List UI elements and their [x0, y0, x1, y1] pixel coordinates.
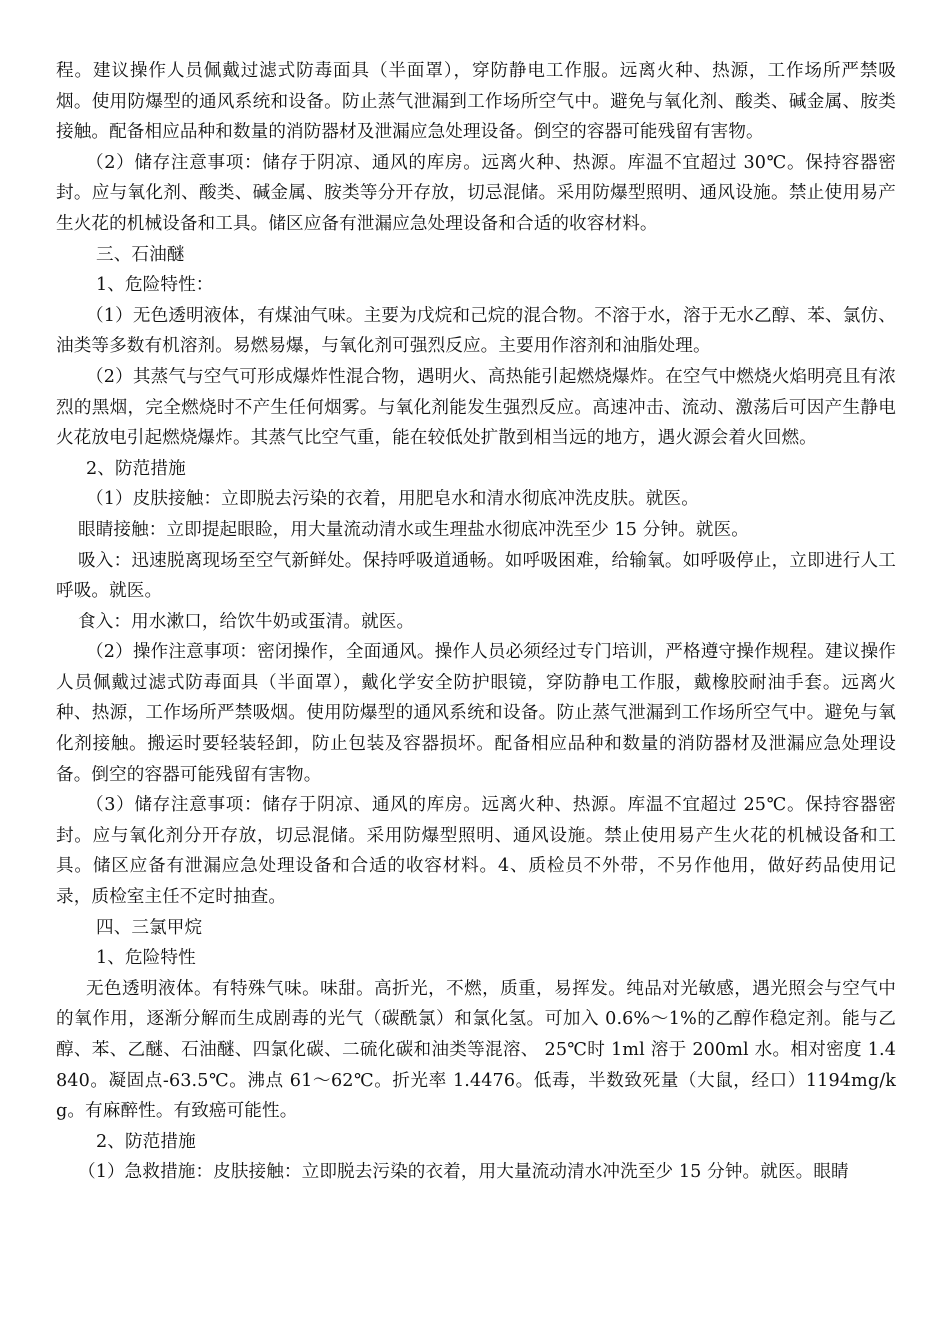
- subheading-preventive-measures-2: 2、防范措施: [96, 1131, 196, 1152]
- paragraph-operation-precautions: （2）操作注意事项：密闭操作，全面通风。操作人员必须经过专门培训，严格遵守操作规程。建议操作人员佩戴过滤式防毒面具（半面罩），戴化学安全防护眼镜，穿防静电工作服，戴橡胶耐油手套。远离火种、热源，工作场所严禁吸烟。使用防爆型的通风系统和设备。防止蒸气泄漏到工作场所空气中。避免与氧化剂接触。搬运时要轻装轻卸，防止包装及容器损坏。配备相应品种和数量的消防器材及泄漏应急处理设备。倒空的容器可能残留有害物。: [56, 642, 896, 785]
- paragraph-first-aid: （1）急救措施：皮肤接触：立即脱去污染的衣着，用大量流动清水冲洗至少 15 分钟。就医。眼睛: [78, 1162, 849, 1183]
- subheading-hazard-characteristics-1: 1、危险特性：: [96, 275, 214, 296]
- paragraph-hazard-1: （1）无色透明液体，有煤油气味。主要为戊烷和己烷的混合物。不溶于水，溶于无水乙醇、苯、氯仿、油类等多数有机溶剂。易燃易爆，与氧化剂可强烈反应。主要用作溶剂和油脂处理。: [56, 305, 896, 357]
- paragraph-skin-contact: （1）皮肤接触：立即脱去污染的衣着，用肥皂水和清水彻底冲洗皮肤。就医。: [86, 489, 699, 510]
- subheading-hazard-characteristics-2: 1、危险特性: [96, 948, 196, 969]
- paragraph-eye-contact: 眼睛接触：立即提起眼睑，用大量流动清水或生理盐水彻底冲洗至少 15 分钟。就医。: [78, 519, 749, 540]
- paragraph-storage-precautions-2: （3）储存注意事项：储存于阴凉、通风的库房。远离火种、热源。库温不宜超过 25℃。保持容器密封。应与氧化剂分开存放，切忌混储。采用防爆型照明、通风设施。禁止使用易产生火花的机械设备和工具。储区应备有泄漏应急处理设备和合适的收容材料。4、质检员不外带，不另作他用，做好药品使用记录，质检室主任不定时抽查。: [56, 795, 896, 908]
- paragraph-chloroform-properties: 无色透明液体。有特殊气味。味甜。高折光，不燃，质重，易挥发。纯品对光敏感，遇光照会与空气中的氧作用，逐渐分解而生成剧毒的光气（碳酰氯）和氯化氢。可加入 0.6%～1%的乙醇作稳定剂。能与乙醇、苯、乙醚、石油醚、四氯化碳、二硫化碳和油类等混溶、 25℃时 1ml 溶于 200ml 水。相对密度 1.4840。凝固点-63.5℃。沸点 61～62℃。折光率 1.4476。低毒，半数致死量（大鼠，经口）1194mg/kg。有麻醉性。有致癌可能性。: [56, 978, 896, 1122]
- document-page: [56, 56, 896, 1188]
- subheading-preventive-measures-1: 2、防范措施: [86, 458, 186, 479]
- paragraph-storage-precautions-1: （2）储存注意事项：储存于阴凉、通风的库房。远离火种、热源。库温不宜超过 30℃。保持容器密封。应与氧化剂、酸类、碱金属、胺类等分开存放，切忌混储。采用防爆型照明、通风设施。禁止使用易产生火花的机械设备和工具。储区应备有泄漏应急处理设备和合适的收容材料。: [56, 152, 896, 234]
- section-heading-chloroform: 四、三氯甲烷: [96, 917, 203, 938]
- paragraph-hazard-2: （2）其蒸气与空气可形成爆炸性混合物，遇明火、高热能引起燃烧爆炸。在空气中燃烧火焰明亮且有浓烈的黑烟，完全燃烧时不产生任何烟雾。与氧化剂能发生强烈反应。高速冲击、流动、激荡后可因产生静电火花放电引起燃烧爆炸。其蒸气比空气重，能在较低处扩散到相当远的地方，遇火源会着火回燃。: [56, 366, 896, 449]
- paragraph-ingestion: 食入：用水漱口，给饮牛奶或蛋清。就医。: [78, 611, 415, 632]
- paragraph-inhalation: 吸入：迅速脱离现场至空气新鲜处。保持呼吸道通畅。如呼吸困难，给输氧。如呼吸停止，立即进行人工呼吸。就医。: [56, 550, 896, 602]
- paragraph-operation-continued: 程。建议操作人员佩戴过滤式防毒面具（半面罩），穿防静电工作服。远离火种、热源，工作场所严禁吸烟。使用防爆型的通风系统和设备。防止蒸气泄漏到工作场所空气中。避免与氧化剂、酸类、碱金属、胺类接触。配备相应品种和数量的消防器材及泄漏应急处理设备。倒空的容器可能残留有害物。: [56, 61, 896, 143]
- section-heading-petroleum-ether: 三、石油醚: [96, 244, 185, 265]
